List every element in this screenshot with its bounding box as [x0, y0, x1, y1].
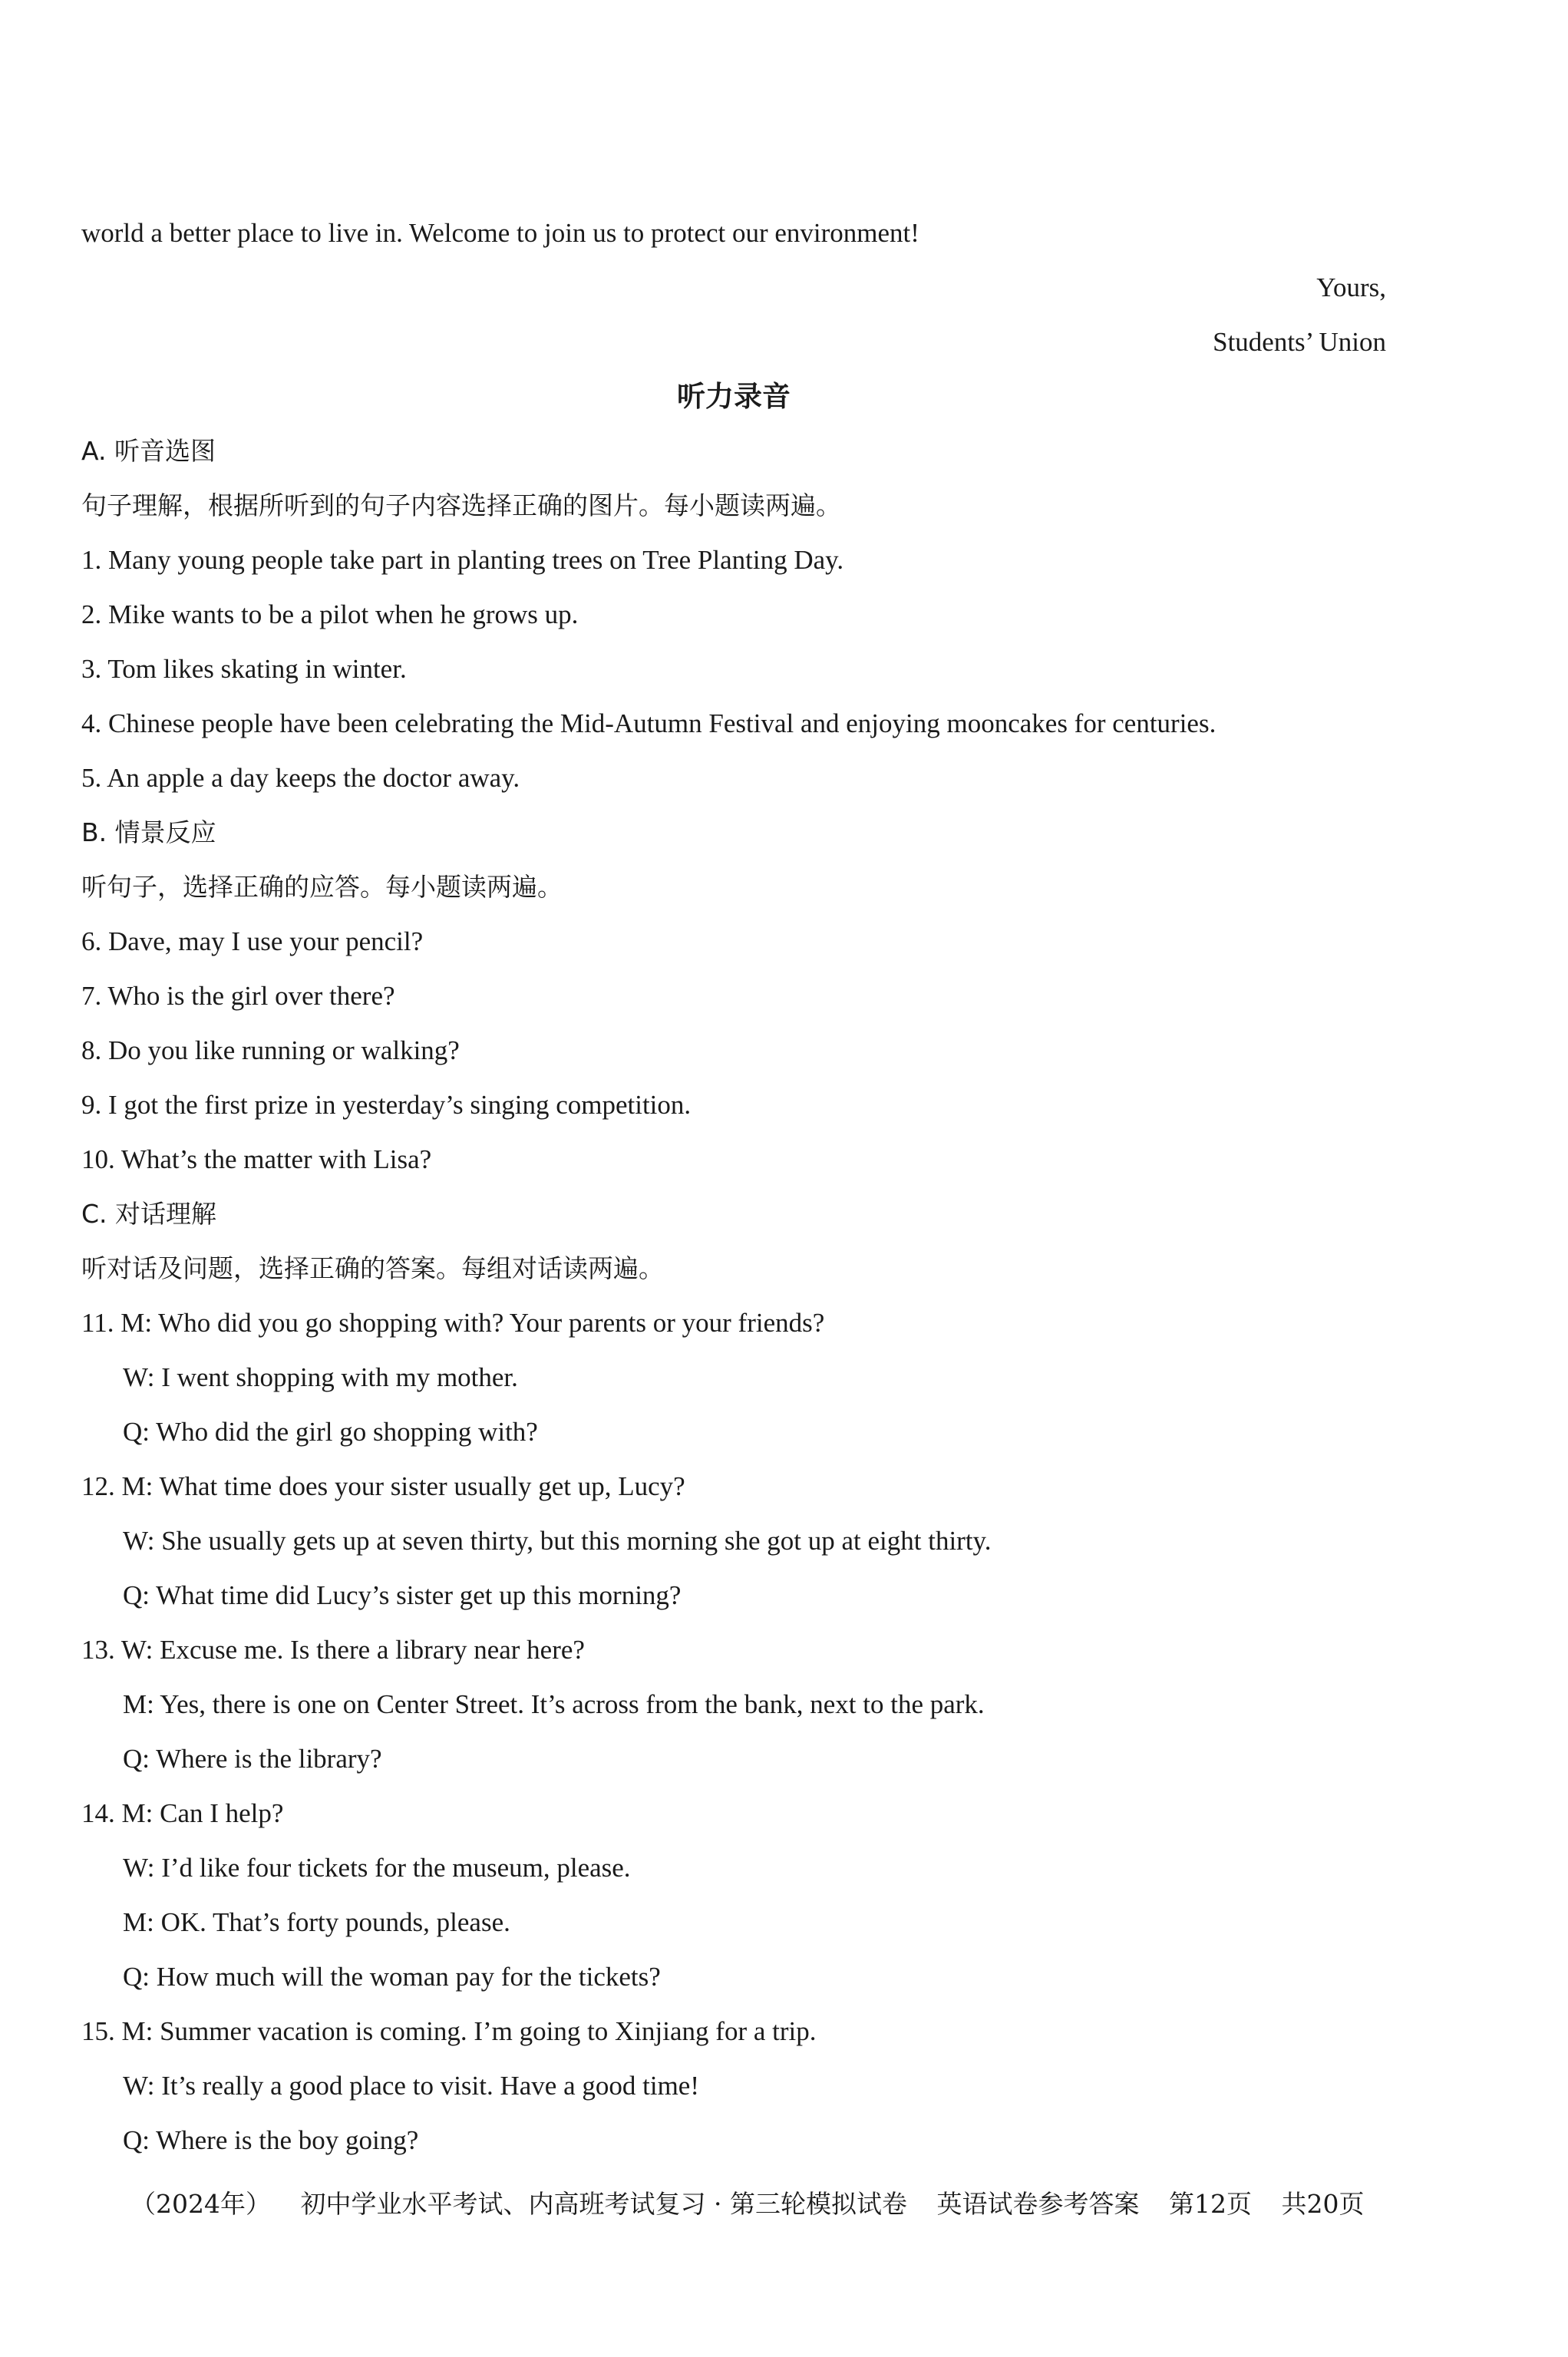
list-item: 8. Do you like running or walking?	[81, 1035, 460, 1065]
section-a-instruction: 句子理解，根据所听到的句子内容选择正确的图片。每小题读两遍。	[81, 490, 841, 520]
footer-page-number: 第12页	[1168, 2189, 1252, 2219]
list-item: 9. I got the first prize in yesterday’s singing competition.	[81, 1090, 692, 1120]
dialogue-line: W: It’s really a good place to visit. Have a good time!	[123, 2071, 699, 2101]
section-b-instruction: 听句子，选择正确的应答。每小题读两遍。	[81, 872, 563, 902]
list-item: 6. Dave, may I use your pencil?	[81, 926, 424, 956]
footer-exam-name: 初中学业水平考试、内高班考试复习 · 第三轮模拟试卷	[300, 2189, 907, 2219]
letter-valediction: Yours,	[1316, 272, 1386, 302]
list-item: 10. What’s the matter with Lisa?	[81, 1144, 432, 1174]
list-item: 3. Tom likes skating in winter.	[81, 654, 407, 684]
footer-subject: 英语试卷参考答案	[936, 2189, 1140, 2219]
page-content	[81, 206, 1386, 2167]
section-c-heading: C. 对话理解	[81, 1199, 217, 1229]
dialogue-line: 14. M: Can I help?	[81, 1798, 284, 1828]
dialogue-line: W: I went shopping with my mother.	[123, 1362, 518, 1392]
dialogue-line: M: OK. That’s forty pounds, please.	[123, 1907, 510, 1937]
dialogue-question: Q: Where is the boy going?	[123, 2125, 419, 2155]
footer-total-pages: 共20页	[1281, 2189, 1365, 2219]
dialogue-line: 11. M: Who did you go shopping with? Your parents or your friends?	[81, 1308, 825, 1338]
section-a-heading: A. 听音选图	[81, 436, 216, 466]
page-title: 听力录音	[677, 380, 791, 413]
letter-closing-line: world a better place to live in. Welcome to join us to protect our environment!	[81, 218, 919, 248]
dialogue-line: M: Yes, there is one on Center Street. It’s across from the bank, next to the park.	[123, 1689, 985, 1719]
list-item: 1. Many young people take part in planting trees on Tree Planting Day.	[81, 545, 844, 575]
list-item: 2. Mike wants to be a pilot when he grows up.	[81, 599, 579, 629]
dialogue-line: W: I’d like four tickets for the museum, please.	[123, 1853, 631, 1883]
footer-year: （2024年）	[130, 2189, 271, 2219]
dialogue-line: W: She usually gets up at seven thirty, but this morning she got up at eight thirty.	[123, 1526, 992, 1556]
section-c-instruction: 听对话及问题，选择正确的答案。每组对话读两遍。	[81, 1253, 664, 1283]
list-item: 7. Who is the girl over there?	[81, 981, 395, 1011]
list-item: 5. An apple a day keeps the doctor away.	[81, 763, 520, 793]
dialogue-question: Q: Who did the girl go shopping with?	[123, 1417, 538, 1447]
letter-signature: Students’ Union	[1213, 327, 1386, 357]
dialogue-line: 12. M: What time does your sister usually get up, Lucy?	[81, 1471, 685, 1501]
section-b-heading: B. 情景反应	[81, 817, 216, 847]
dialogue-line: 15. M: Summer vacation is coming. I’m going to Xinjiang for a trip.	[81, 2016, 817, 2046]
dialogue-question: Q: How much will the woman pay for the tickets?	[123, 1962, 661, 1992]
dialogue-question: Q: What time did Lucy’s sister get up this morning?	[123, 1580, 682, 1610]
dialogue-line: 13. W: Excuse me. Is there a library near here?	[81, 1635, 585, 1665]
page-footer	[130, 2181, 1365, 2227]
list-item: 4. Chinese people have been celebrating the Mid-Autumn Festival and enjoying mooncakes for centuries.	[81, 708, 1216, 738]
dialogue-question: Q: Where is the library?	[123, 1744, 382, 1774]
